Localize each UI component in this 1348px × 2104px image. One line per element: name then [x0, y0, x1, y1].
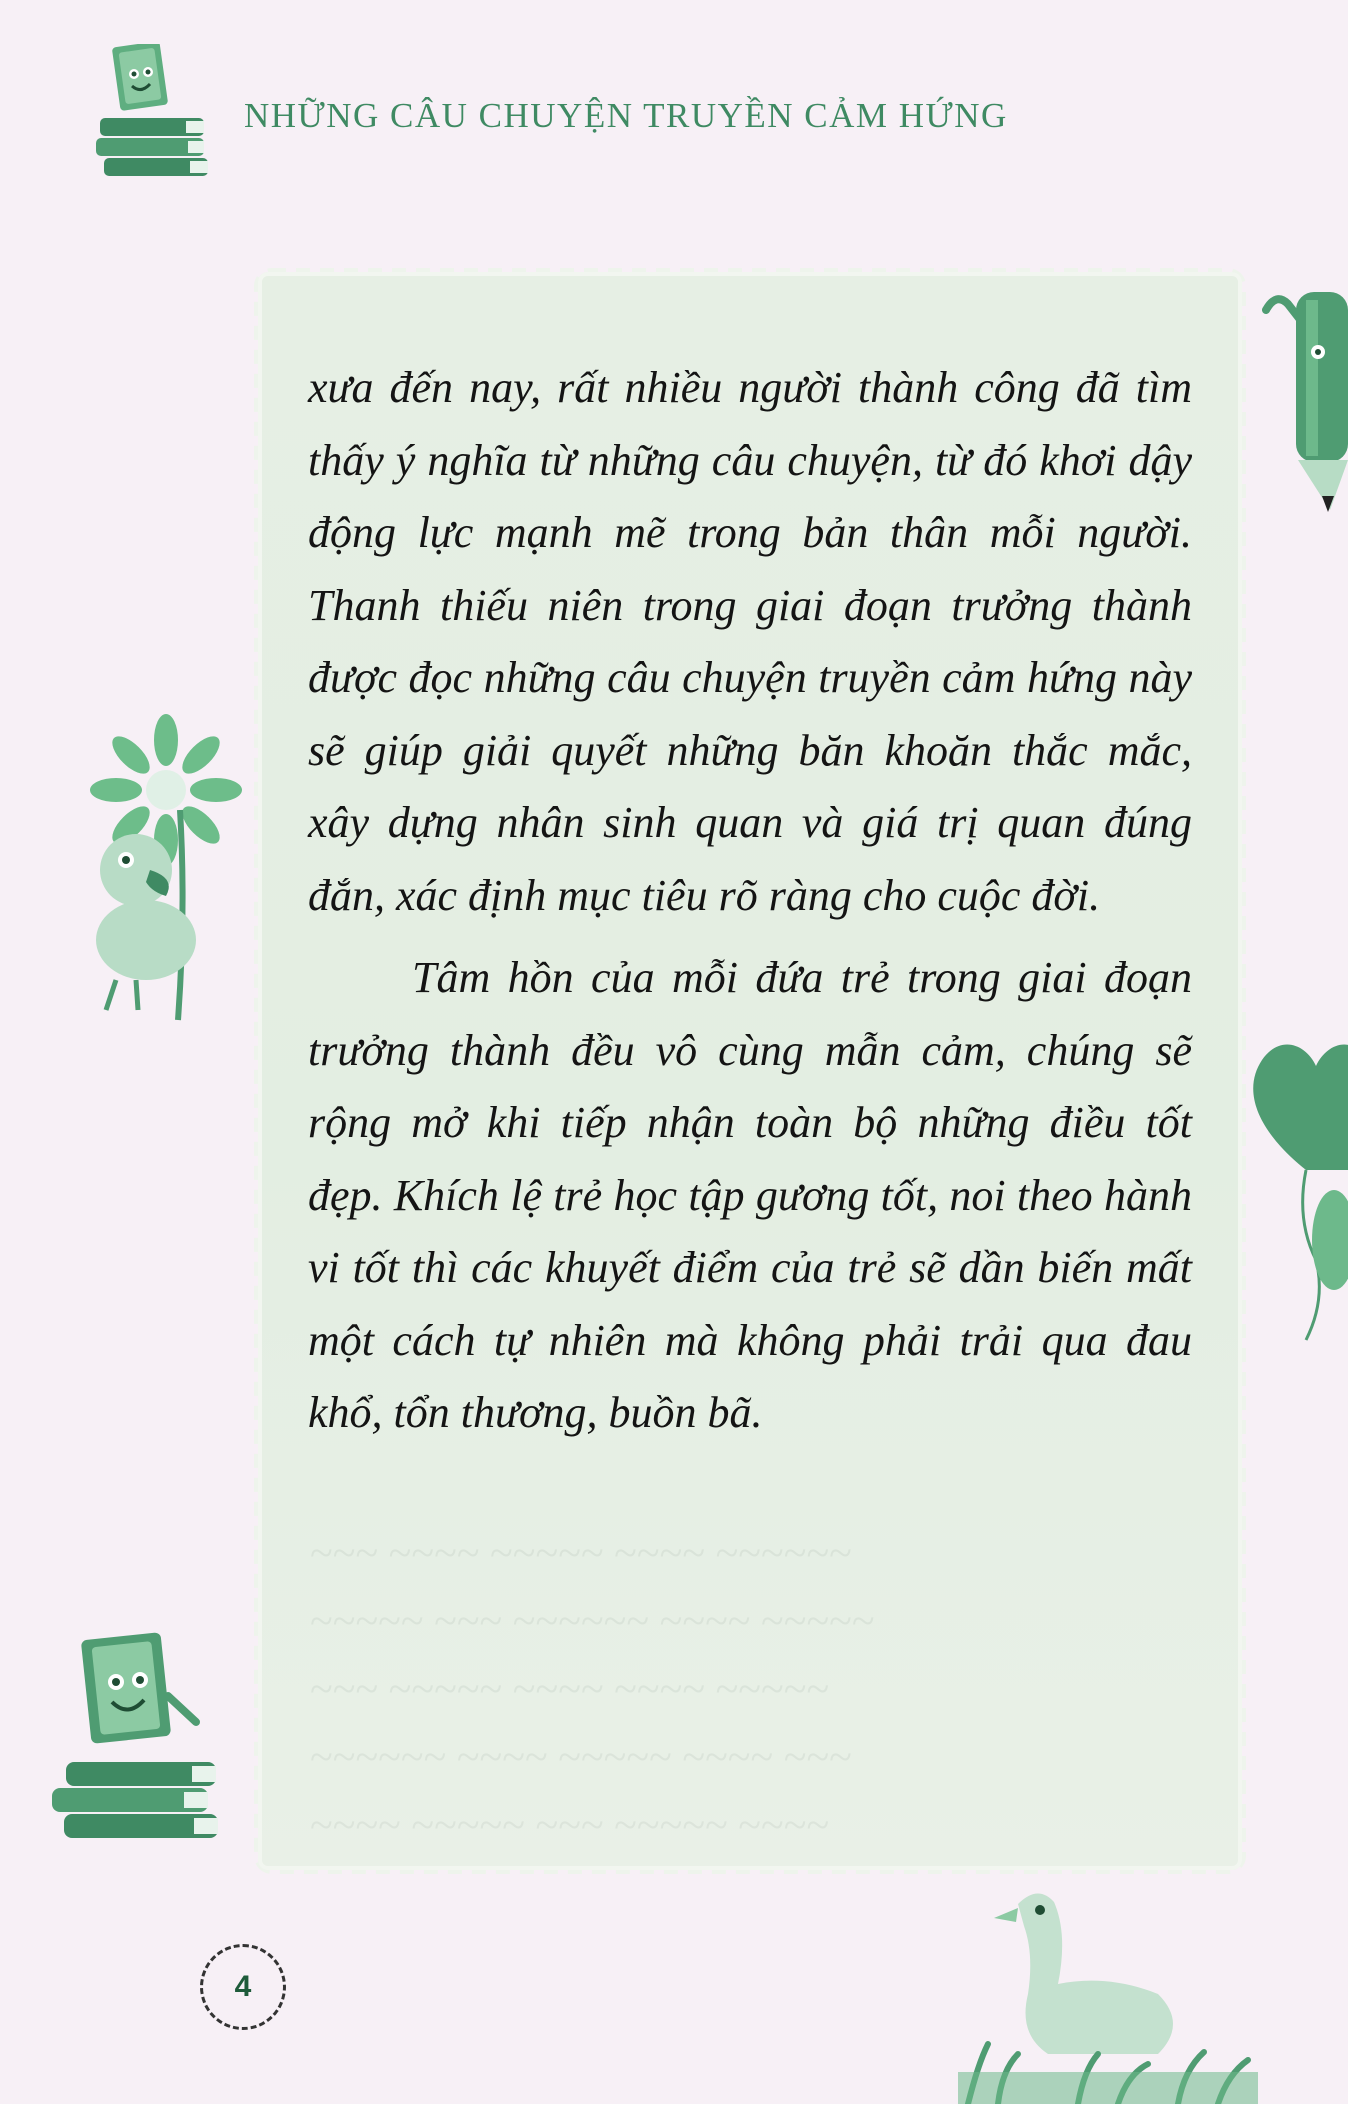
page-number: 4 [234, 1970, 252, 2003]
duck-with-flower-icon [66, 710, 246, 1030]
page-number-badge [200, 1944, 286, 2030]
book-character-icon [46, 1626, 222, 1842]
pencil-character-icon [1262, 282, 1348, 514]
book-stack-icon [96, 44, 212, 180]
body-text [308, 352, 1192, 1450]
paragraph: Tâm hồn của mỗi đứa trẻ trong giai đoạn trưởng thành đều vô cùng mẫn cảm, chúng sẽ rộng mở khi tiếp nhận toàn bộ những điều tốt đẹp. Khích lệ trẻ học tập gương tốt, noi theo hành vi tốt thì các khuyết điểm của trẻ sẽ dần biến mất một cách tự nhiên mà không phải trải qua đau khổ, tổn thương, buồn bã. [308, 953, 1192, 1437]
bleed-through-text: ~~~ ~~~~ ~~~~~ ~~~~ ~~~~~~ ~~~~~ ~~~ ~~~~~~ ~~~~ ~~~~~ ~~~ ~~~~~ ~~~~ ~~~~ ~~~~~ ~~~~~~ ~~~~ ~~~~~ ~~~~ ~~~ ~~~~ ~~~~~ ~~~ ~~~~~ ~~~~ [310, 1531, 875, 1849]
goose-in-grass-icon [958, 1874, 1258, 2104]
paragraph-continued: xưa đến nay, rất nhiều người thành công đã tìm thấy ý nghĩa từ những câu chuyện, từ đó khơi dậy động lực mạnh mẽ trong bản thân mỗi người. Thanh thiếu niên trong giai đoạn trưởng thành được đọc những câu chuyện truyền cảm hứng này sẽ giúp giải quyết những băn khoăn thắc mắc, xây dựng nhân sinh quan và giá trị quan đúng đắn, xác định mục tiêu rõ ràng cho cuộc đời. [308, 363, 1192, 920]
running-header: NHỮNG CÂU CHUYỆN TRUYỀN CẢM HỨNG [244, 96, 1008, 135]
heart-balloon-icon [1246, 1020, 1348, 1350]
